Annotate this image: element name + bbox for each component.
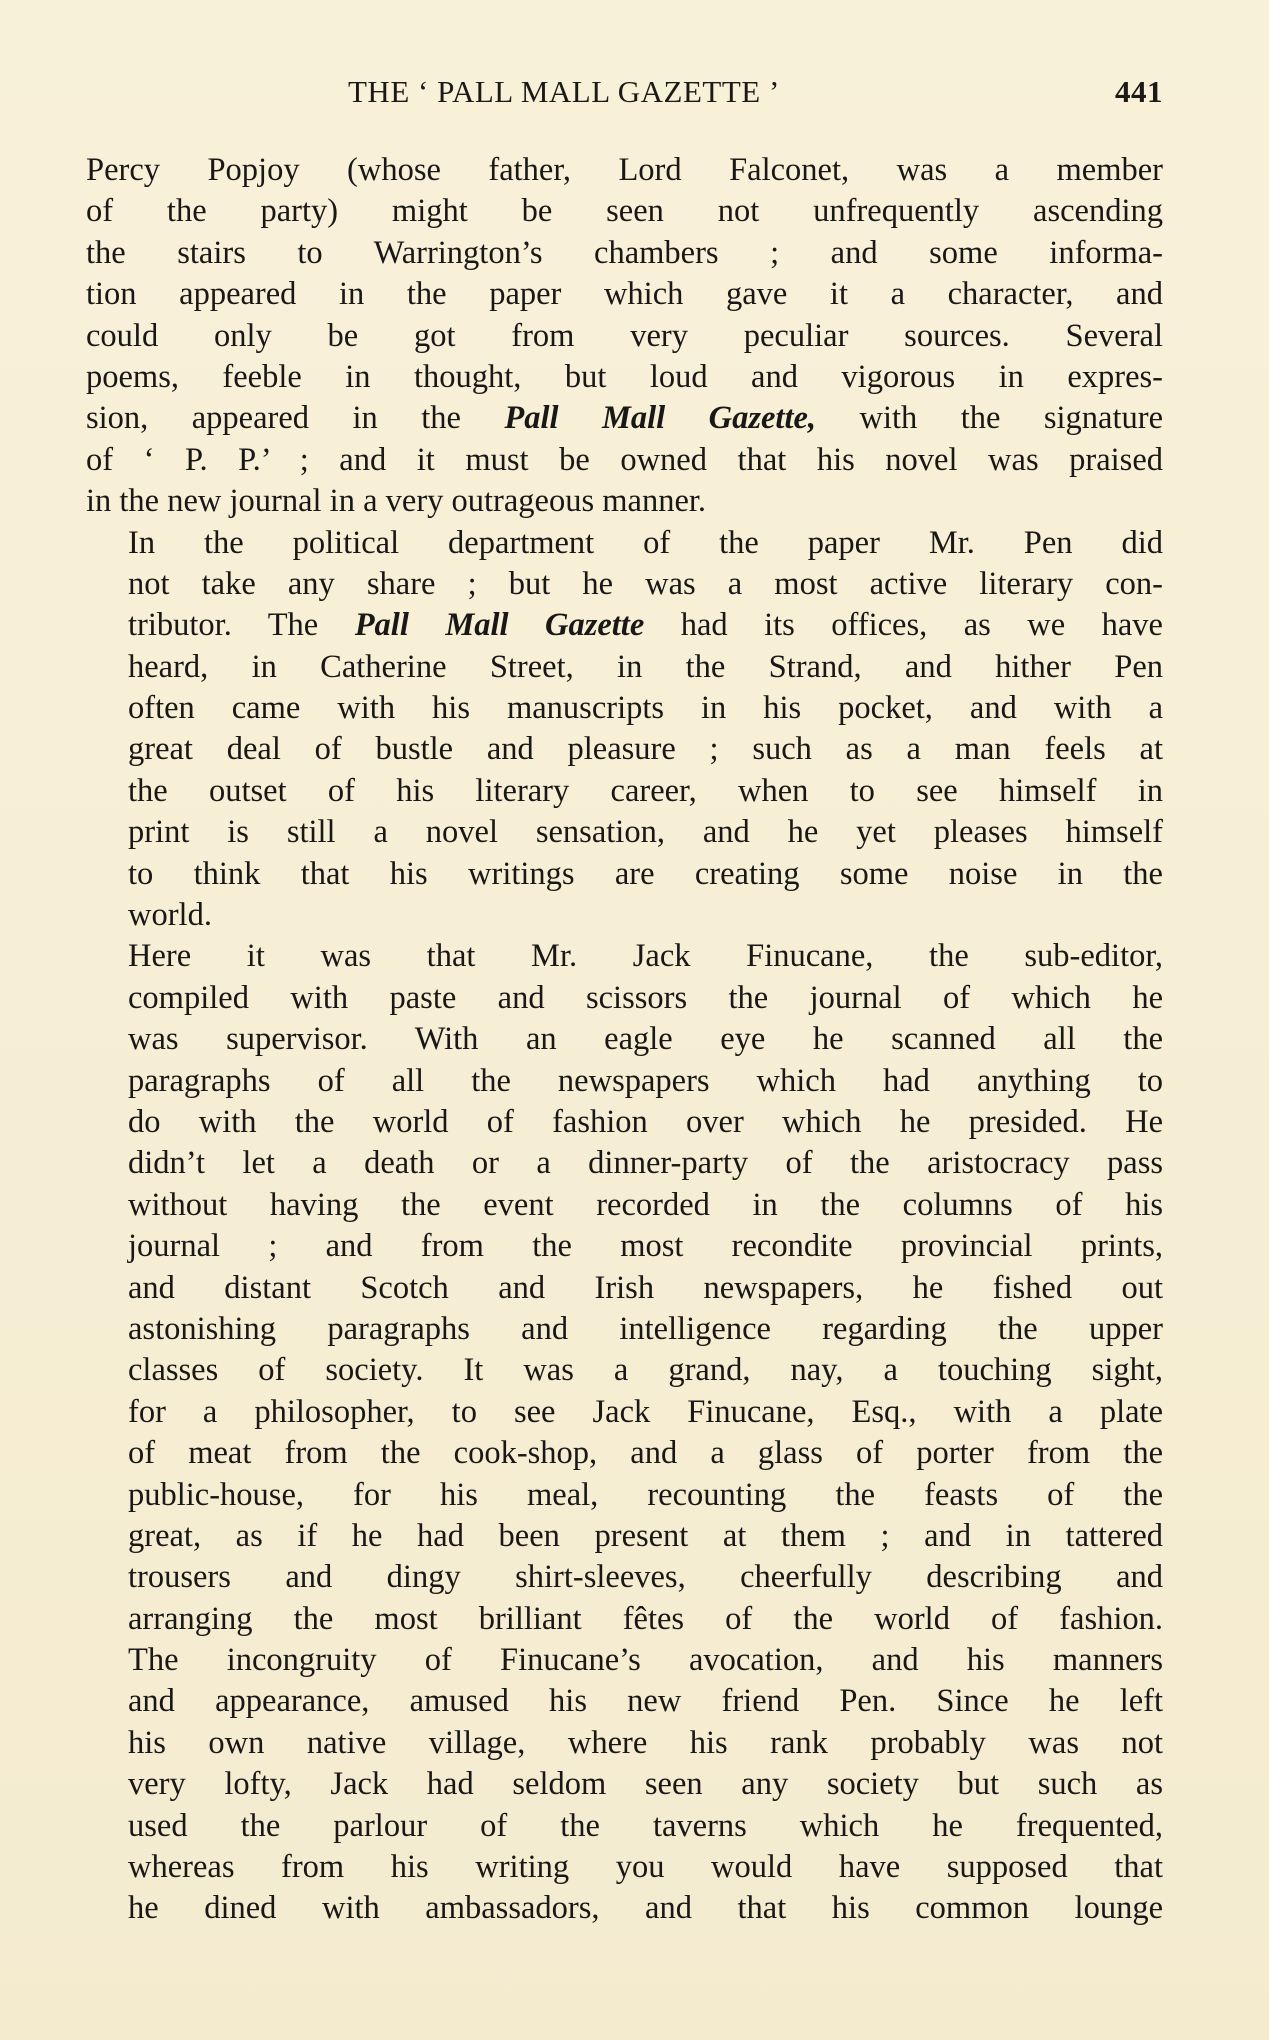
text-line: poems, feeble in thought, but loud and vigorous in expres- (86, 358, 1163, 395)
text-line: of ‘ P. P.’ ; and it must be owned that his novel was praised (86, 441, 1163, 478)
text-line: often came with his manuscripts in his pocket, and with a (128, 690, 1163, 727)
text-line: of meat from the cook-shop, and a glass of porter from the (128, 1435, 1163, 1472)
text-line: of the party) might be seen not unfrequently ascending (86, 193, 1163, 230)
text-line: without having the event recorded in the columns of his (128, 1186, 1163, 1223)
text-line: was supervisor. With an eagle eye he scanned all the (128, 1021, 1163, 1058)
text-line: trousers and dingy shirt-sleeves, cheerfully describing and (128, 1559, 1163, 1596)
text-line: arranging the most brilliant fêtes of the world of fashion. (128, 1600, 1163, 1637)
text-line: the stairs to Warrington’s chambers ; and some informa- (86, 234, 1163, 271)
page-number: 441 (1115, 74, 1163, 109)
text-line: paragraphs of all the newspapers which had anything to (128, 1062, 1163, 1099)
text-line: didn’t let a death or a dinner-party of the aristocracy pass (128, 1145, 1163, 1182)
text-line: his own native village, where his rank probably was not (128, 1724, 1163, 1761)
text-line: sion, appeared in the Pall Mall Gazette, with the signature (86, 400, 1163, 437)
text-line: great, as if he had been present at them ; and in tattered (128, 1517, 1163, 1554)
running-title: THE ‘ PALL MALL GAZETTE ’ (348, 74, 780, 109)
text-line: classes of society. It was a grand, nay, a touching sight, (128, 1352, 1163, 1389)
text-line: tributor. The Pall Mall Gazette had its offices, as we have (128, 607, 1163, 644)
text-line: very lofty, Jack had seldom seen any society but such as (128, 1766, 1163, 1803)
text-line: astonishing paragraphs and intelligence regarding the upper (128, 1310, 1163, 1347)
text-line: do with the world of fashion over which he presided. He (128, 1103, 1163, 1140)
text-line: for a philosopher, to see Jack Finucane, Esq., with a plate (128, 1393, 1163, 1430)
text-line: not take any share ; but he was a most active literary con- (128, 565, 1163, 602)
text-line: could only be got from very peculiar sources. Several (86, 317, 1163, 354)
running-head (86, 74, 1163, 114)
text-line: compiled with paste and scissors the journal of which he (128, 979, 1163, 1016)
text-line: to think that his writings are creating some noise in the (128, 855, 1163, 892)
text-line: public-house, for his meal, recounting the feasts of the (128, 1476, 1163, 1513)
text-line: used the parlour of the taverns which he frequented, (128, 1807, 1163, 1844)
text-line: heard, in Catherine Street, in the Strand, and hither Pen (128, 648, 1163, 685)
text-line: print is still a novel sensation, and he yet pleases himself (128, 814, 1163, 851)
body-text (86, 150, 1163, 1930)
italic-title: Pall Mall Gazette (354, 607, 645, 644)
text-line: he dined with ambassadors, and that his common lounge (128, 1890, 1163, 1927)
text-line: The incongruity of Finucane’s avocation, and his manners (128, 1642, 1163, 1679)
text-line: In the political department of the paper Mr. Pen did (128, 524, 1163, 561)
text-line: world. (128, 897, 212, 934)
text-line: the outset of his literary career, when to see himself in (128, 772, 1163, 809)
text-line: journal ; and from the most recondite provincial prints, (128, 1228, 1163, 1265)
text-line: great deal of bustle and pleasure ; such as a man feels at (128, 731, 1163, 768)
text-line: and distant Scotch and Irish newspapers, he fished out (128, 1269, 1163, 1306)
text-line: Here it was that Mr. Jack Finucane, the sub-editor, (128, 938, 1163, 975)
paragraph-2 (86, 523, 1163, 937)
text-line: tion appeared in the paper which gave it a character, and (86, 276, 1163, 313)
paragraph-3 (86, 936, 1163, 1929)
italic-title: Pall Mall Gazette, (504, 400, 817, 437)
text-line: and appearance, amused his new friend Pen. Since he left (128, 1683, 1163, 1720)
text-line: in the new journal in a very outrageous manner. (86, 483, 707, 520)
paragraph-1 (86, 150, 1163, 523)
text-line: whereas from his writing you would have supposed that (128, 1849, 1163, 1886)
text-line: Percy Popjoy (whose father, Lord Falconet, was a member (86, 152, 1163, 188)
